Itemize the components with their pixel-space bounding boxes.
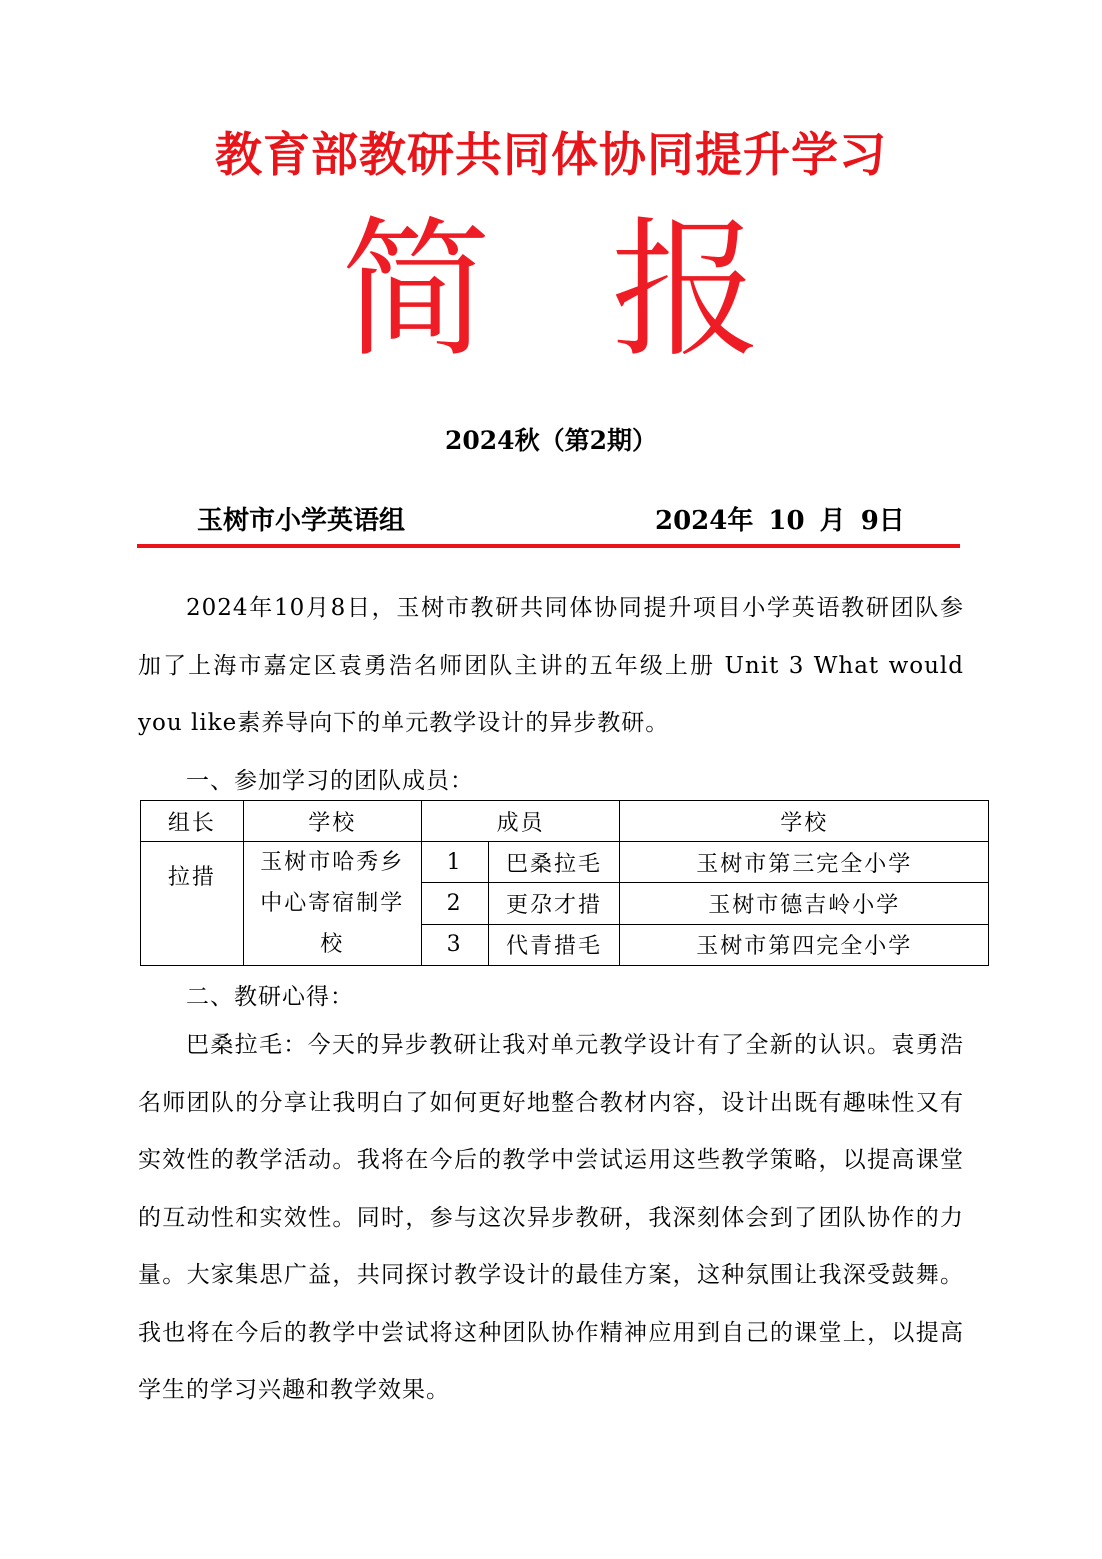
member-school: 玉树市德吉岭小学: [620, 883, 989, 924]
member-number: 1: [421, 842, 488, 883]
reflection-paragraph: 巴桑拉毛：今天的异步教研让我对单元教学设计有了全新的认识。袁勇浩名师团队的分享让我明白了如何更好地整合教材内容，设计出既有趣味性又有实效性的教学活动。我将在今后的教学中尝试运用这些教学策略，以提高课堂的互动性和实效性。同时，参与这次异步教研，我深刻体会到了团队协作的力量。大家集思广益，共同探讨教学设计的最佳方案，这种氛围让我深受鼓舞。我也将在今后的教学中尝试将这种团队协作精神应用到自己的课堂上，以提高学生的学习兴趣和教学效果。: [138, 1032, 964, 1403]
member-name: 巴桑拉毛: [488, 842, 620, 883]
leader-cell: 拉措: [141, 842, 244, 966]
section-heading-members: 一、参加学习的团队成员：: [186, 768, 474, 794]
member-school: 玉树市第三完全小学: [620, 842, 989, 883]
table-header-row: [141, 801, 989, 842]
publish-date: 2024年 10 月 9日: [655, 506, 905, 536]
member-number: 3: [421, 924, 488, 965]
masthead-big-title: 简报: [340, 204, 881, 378]
organization-name: 玉树市小学英语组: [197, 506, 406, 536]
member-name: 代青措毛: [488, 924, 620, 965]
header-school: 学校: [243, 801, 421, 842]
table-row: [141, 842, 989, 883]
member-name: 更尕才措: [488, 883, 620, 924]
issue-number: 2024秋（第2期）: [445, 426, 657, 455]
red-divider-line: [137, 544, 960, 548]
masthead-title: 教育部教研共同体协同提升学习: [215, 128, 887, 183]
intro-paragraph: 2024年10月8日，玉树市教研共同体协同提升项目小学英语教研团队参加了上海市嘉定区袁勇浩名师团队主讲的五年级上册 Unit 3 What would you like素养导向下的单元教学设计的异步教研。: [138, 595, 964, 736]
header-leader: 组长: [141, 801, 244, 842]
header-members: 成员: [421, 801, 620, 842]
members-table: [140, 800, 989, 966]
member-school: 玉树市第四完全小学: [620, 924, 989, 965]
member-number: 2: [421, 883, 488, 924]
header-member-school: 学校: [620, 801, 989, 842]
leader-school-cell: 玉树市哈秀乡中心寄宿制学校: [243, 842, 421, 966]
section-heading-reflection: 二、教研心得：: [186, 984, 354, 1010]
